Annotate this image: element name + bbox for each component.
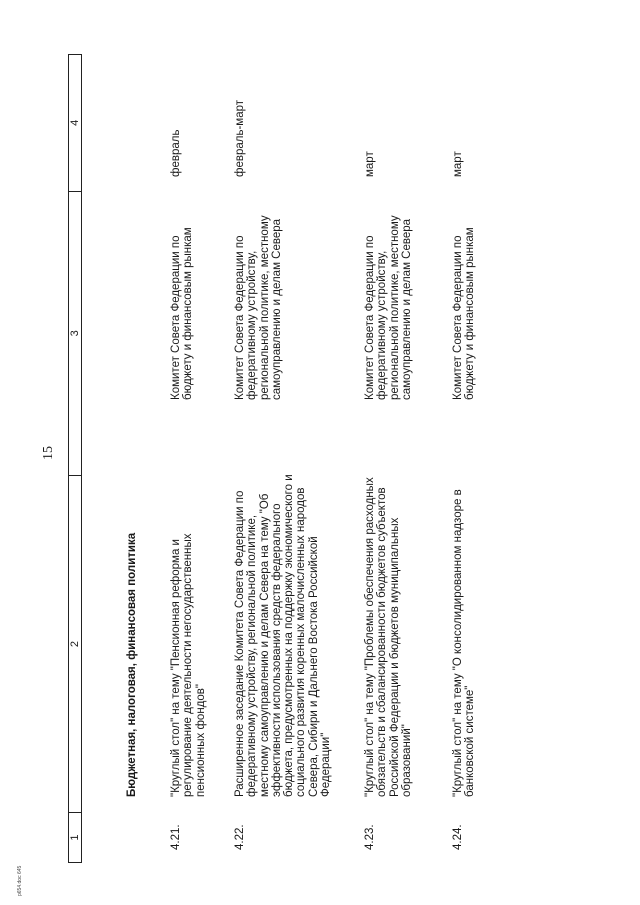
- table-header: [68, 54, 82, 863]
- header-col-2: 2: [69, 475, 81, 812]
- row-number: 4.22.: [234, 824, 246, 850]
- section-title: Бюджетная, налоговая, финансовая политика: [126, 532, 138, 797]
- row-number: 4.24.: [452, 824, 464, 850]
- row-number: 4.23.: [364, 824, 376, 850]
- organizer-text: Комитет Совета Федерации по федеративному устройству, региональной политике, местному самоуправлению и делам Севера: [234, 215, 283, 400]
- organizer-text: Комитет Совета Федерации по федеративному устройству, региональной политике, местному самоуправлению и делам Севера: [364, 215, 413, 400]
- event-text: "Круглый стол" на тему "Пенсионная реформа и регулирование деятельности негосударственных пенсионных фондов": [170, 533, 207, 797]
- header-col-1: 1: [69, 812, 81, 862]
- date-text: март: [364, 151, 376, 177]
- header-col-3: 3: [69, 191, 81, 475]
- row-number: 4.21.: [170, 824, 182, 850]
- footer-code: p654.doc 645: [17, 865, 23, 896]
- event-text: "Круглый стол" на тему "Проблемы обеспечения расходных обязательств и сбалансированности бюджетов субъектов Российской Федерации и бюджетов муниципальных образований": [364, 477, 413, 797]
- date-text: февраль: [170, 129, 182, 177]
- page-number: 15: [41, 446, 56, 460]
- date-text: февраль-март: [234, 99, 246, 177]
- event-text: "Круглый стол" на тему "О консолидированном надзоре в банковской системе": [452, 489, 477, 797]
- organizer-text: Комитет Совета Федерации по бюджету и финансовым рынкам: [170, 227, 195, 400]
- date-text: март: [452, 151, 464, 177]
- event-text: Расширенное заседание Комитета Совета Федерации по федеративному устройству, региональной политике, местному самоуправлению и делам Севера на тему "Об эффективности использования средств федерального бюджета, предусмотренных на поддержку экономического и социального развития коренных малочисленных народов Севера, Сибири и Дальнего Востока Российской Федерации": [234, 474, 333, 797]
- organizer-text: Комитет Совета Федерации по бюджету и финансовым рынкам: [452, 227, 477, 400]
- header-col-4: 4: [69, 119, 81, 126]
